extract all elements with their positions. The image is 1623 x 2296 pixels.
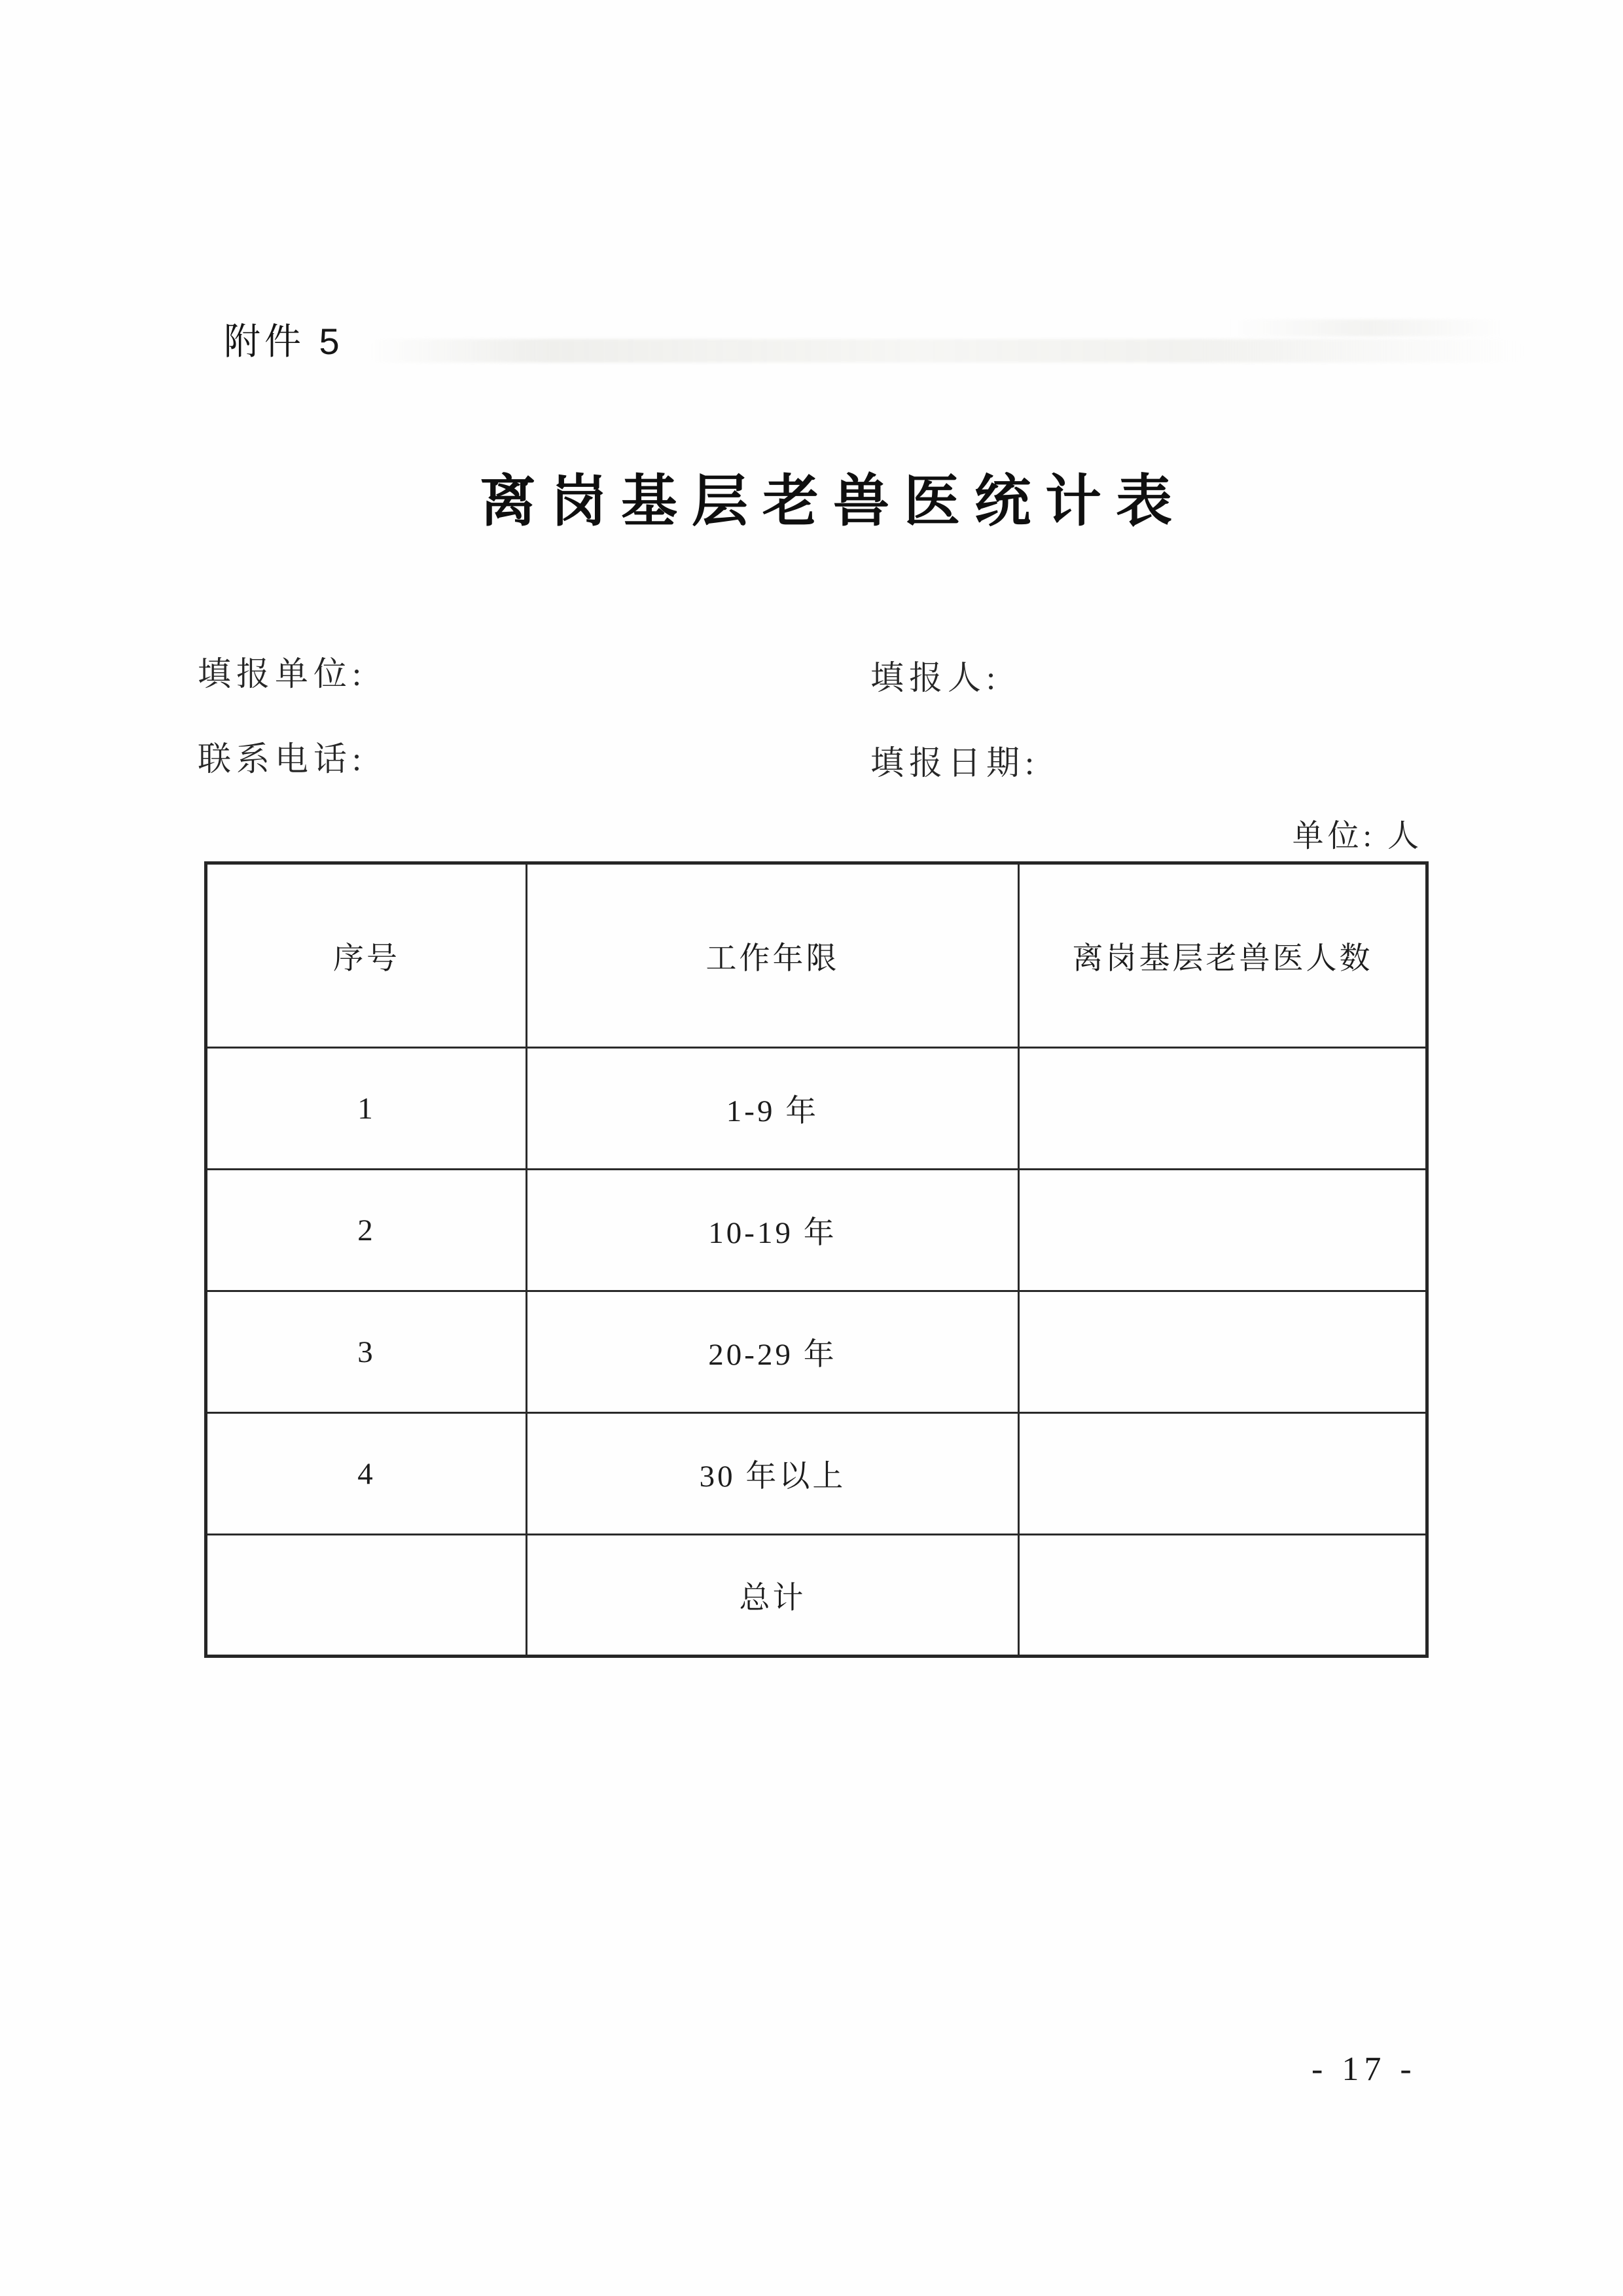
cell-total-label: 总计 [527,1535,1019,1657]
cell-serial: 4 [206,1413,527,1535]
page-number: - 17 - [1311,2051,1417,2088]
scan-artifact [366,339,1525,363]
attachment-label: 附件 5 [224,321,344,362]
cell-count [1019,1170,1427,1291]
cell-count [1019,1291,1427,1413]
unit-note: 单位: 人 [1292,819,1423,853]
table-row-total [206,1535,1427,1657]
cell-serial: 1 [206,1048,527,1170]
cell-working-years: 30 年以上 [527,1413,1019,1535]
table-row [206,1291,1427,1413]
cell-serial [206,1535,527,1657]
cell-count [1019,1535,1427,1657]
field-label-reporter: 填报人: [870,660,1001,697]
table-row [206,1048,1427,1170]
field-label-contact-phone: 联系电话: [198,742,367,778]
cell-working-years: 20-29 年 [527,1291,1019,1413]
cell-working-years: 10-19 年 [527,1170,1019,1291]
cell-serial: 3 [206,1291,527,1413]
field-label-reporting-unit: 填报单位: [198,656,367,693]
table-header-row [206,863,1427,1048]
table-row [206,1413,1427,1535]
cell-count [1019,1413,1427,1535]
cell-serial: 2 [206,1170,527,1291]
field-label-report-date: 填报日期: [870,745,1040,782]
column-header-serial: 序号 [206,863,527,1048]
stats-table [204,861,1429,1658]
stats-table-container [204,861,1429,1658]
cell-working-years: 1-9 年 [527,1048,1019,1170]
scan-artifact [1230,319,1505,336]
column-header-veterinarian-count: 离岗基层老兽医人数 [1019,863,1427,1048]
cell-count [1019,1048,1427,1170]
page-title: 离岗基层老兽医统计表 [480,470,1186,533]
column-header-working-years: 工作年限 [527,863,1019,1048]
table-row [206,1170,1427,1291]
